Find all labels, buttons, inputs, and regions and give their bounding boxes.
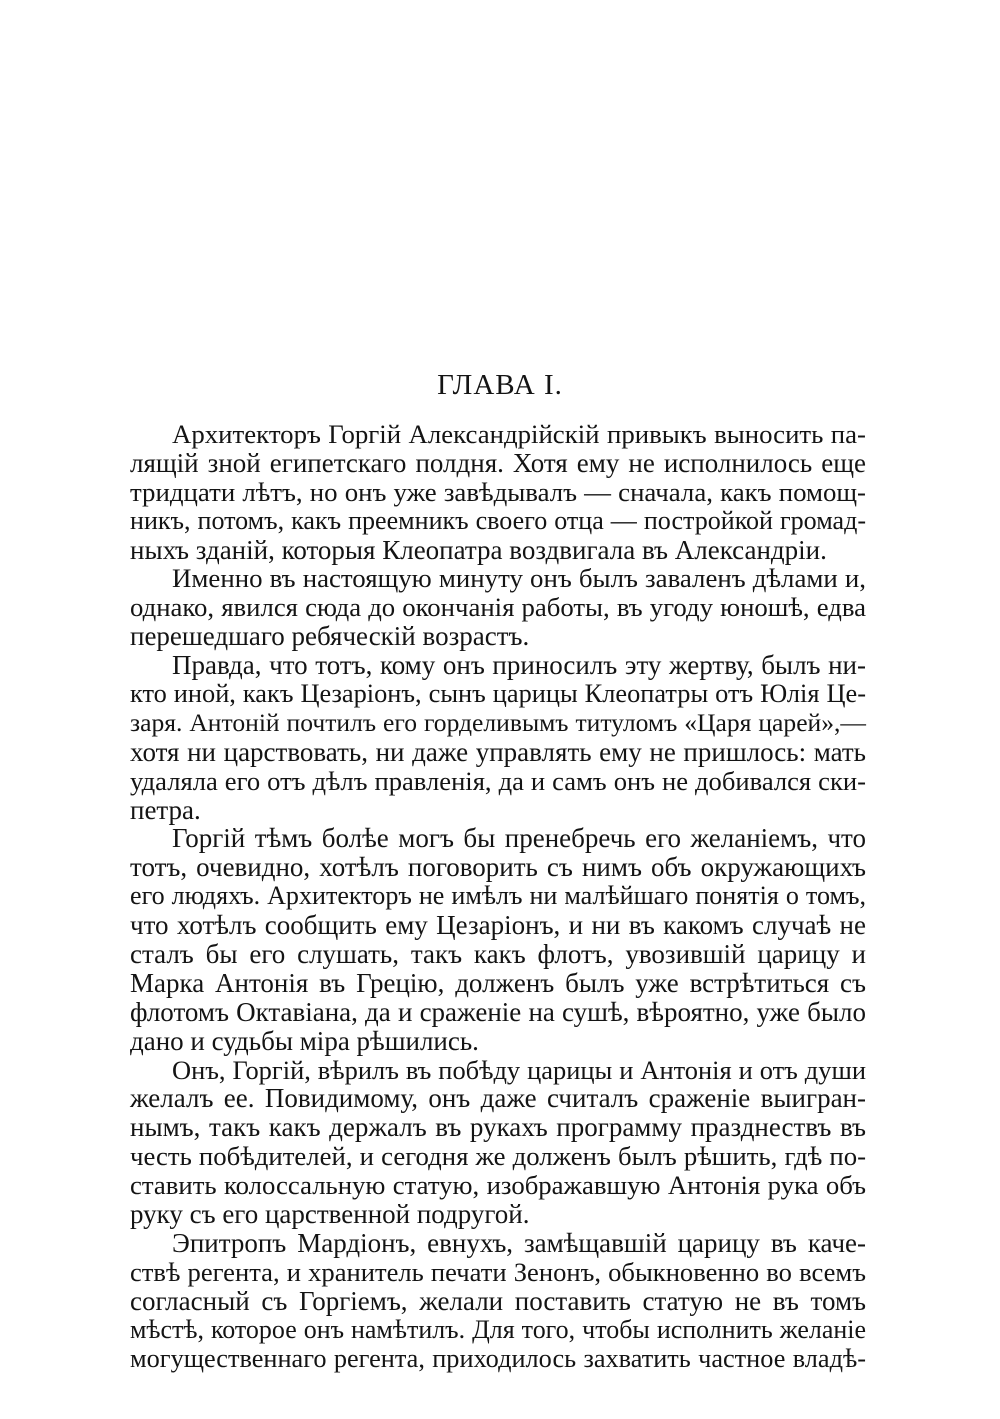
text-line: сталъ бы его слушать, такъ какъ флотъ, увозившій царицу и <box>130 939 866 970</box>
text-line: ныхъ зданій, которыя Клеопатра воздвигала въ Александріи. <box>130 534 827 565</box>
text-line: нымъ, такъ какъ держалъ въ рукахъ программу празднествъ въ <box>130 1112 866 1143</box>
text-line: что хотѣлъ сообщить ему Цезаріонъ, и ни въ какомъ случаѣ не <box>130 910 866 941</box>
text-line: Правда, что тотъ, кому онъ приносилъ эту жертву, былъ ни- <box>172 650 866 681</box>
text-line: Эпитропъ Мардіонъ, евнухъ, замѣщавшій царицу въ каче- <box>172 1227 866 1258</box>
text-line: Именно въ настоящую минуту онъ былъ заваленъ дѣлами и, <box>172 563 866 594</box>
text-line: однако, явился сюда до окончанія работы, въ угоду юношѣ, едва <box>130 592 866 623</box>
text-line: Горгій тѣмъ болѣе могъ бы пренебречь его желаніемъ, что <box>172 823 866 854</box>
text-line: мѣстѣ, которое онъ намѣтилъ. Для того, чтобы исполнить желаніе <box>130 1314 866 1344</box>
text-line: удаляла его отъ дѣлъ правленія, да и самъ онъ не добивался ски- <box>130 765 866 796</box>
chapter-title: ГЛАВА I. <box>437 369 563 401</box>
text-line: Архитекторъ Горгій Александрійскій привыкъ выносить па- <box>172 419 866 449</box>
text-line: перешедшаго ребяческій возрастъ. <box>130 621 530 652</box>
text-line: могущественнаго регента, приходилось захватить частное владѣ- <box>130 1343 866 1373</box>
text-line: тридцати лѣтъ, но онъ уже завѣдывалъ — сначала, какъ помощ- <box>130 476 866 507</box>
text-line: флотомъ Октавіана, да и сраженіе на сушѣ, вѣроятно, уже было <box>130 996 866 1027</box>
text-line: согласный съ Горгіемъ, желали поставить статую не въ томъ <box>130 1285 866 1316</box>
text-line: его людяхъ. Архитекторъ не имѣлъ ни малѣйшаго понятія о томъ, <box>130 881 866 911</box>
text-line: дано и судьбы міра рѣшились. <box>130 1025 479 1056</box>
text-line: ставить колоссальную статую, изображавшую Антонія рука объ <box>130 1170 866 1201</box>
chapter-text <box>130 420 866 1373</box>
text-line: честь побѣдителей, и сегодня же долженъ былъ рѣшить, гдѣ по- <box>130 1141 866 1172</box>
text-line: желалъ ее. Повидимому, онъ даже считалъ сраженіе выигран- <box>130 1083 866 1114</box>
text-line: хотя ни царствовать, ни даже управлять ему не пришлось: мать <box>130 736 866 767</box>
text-line: лящій зной египетскаго полдня. Хотя ему не исполнилось еще <box>130 447 866 478</box>
text-line: Онъ, Горгій, вѣрилъ въ побѣду царицы и Антонія и отъ души <box>172 1054 866 1085</box>
text-line: тотъ, очевидно, хотѣлъ поговорить съ нимъ объ окружающихъ <box>130 852 866 883</box>
text-line: ствѣ регента, и хранитель печати Зенонъ, обыкновенно во всемъ <box>130 1256 866 1287</box>
text-line: Марка Антонія въ Грецію, долженъ былъ уже встрѣтиться съ <box>130 967 866 998</box>
text-line: петра. <box>130 794 201 825</box>
text-line: кто иной, какъ Цезаріонъ, сынъ царицы Клеопатры отъ Юлія Це- <box>130 679 866 709</box>
text-line: никъ, потомъ, какъ преемникъ своего отца — постройкой громад- <box>130 505 866 535</box>
text-line: руку съ его царственной подругой. <box>130 1199 530 1230</box>
text-line: заря. Антоній почтилъ его горделивымъ титуломъ «Царя царей»,— <box>130 707 866 737</box>
